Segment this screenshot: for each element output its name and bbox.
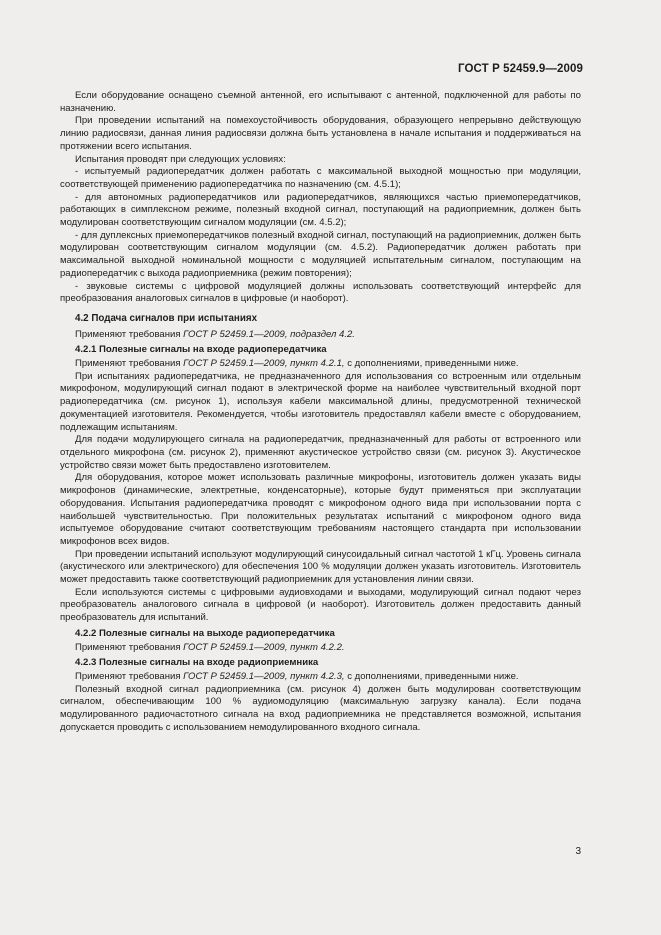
paragraph: Для подачи модулирующего сигнала на радиопередатчик, предназначенный для работы от встроенного или отдельного микрофона (см. рисунок 2), применяют акустическое устройство связи (см. рисунок 3). Акустическое устройство связи может быть предоставлено изготовителем.	[60, 434, 581, 471]
standard-reference: ГОСТ Р 52459.1—2009, пункт 4.2.1,	[183, 358, 345, 370]
paragraph	[60, 358, 581, 371]
text-run: с дополнениями, приведенными ниже.	[344, 358, 519, 370]
paragraph: Для оборудования, которое может использовать различные микрофоны, изготовитель должен указать виды микрофонов (динамические, электретные, конденсаторные), которые будут применяться при эксплуатации оборудования. Испытания радиопередатчика проводят с микрофоном одного вида при использовании порта с наибольшей чувствительностью. При положительных результатах испытаний с микрофоном одного вида испытуемое оборудование считают соответствующим требованиям настоящего стандарта при использовании микрофонов всех видов.	[60, 472, 581, 547]
document-id-header: ГОСТ Р 52459.9—2009	[458, 63, 583, 75]
section-heading-4-2-1: 4.2.1 Полезные сигналы на входе радиопередатчика	[75, 344, 327, 356]
text-run: Применяют требования	[75, 358, 184, 370]
paragraph	[60, 671, 581, 684]
standard-reference: ГОСТ Р 52459.1—2009, пункт 4.2.2.	[183, 641, 345, 653]
paragraph: Испытания проводят при следующих условиях:	[75, 153, 286, 165]
list-item: - звуковые системы с цифровой модуляцией должны использовать соответствующий интерфейс для преобразования аналоговых сигналов в цифровые (и наоборот).	[60, 280, 581, 305]
standard-reference: ГОСТ Р 52459.1—2009, подраздел 4.2.	[183, 328, 355, 340]
paragraph: При испытаниях радиопередатчика, не предназначенного для использования со встроенным или отдельным микрофоном, модулирующий сигнал подают в электрической форме на наиболее чувствительный входной порт радиопередатчика (см. рисунок 1), используя кабели максимальной длины, предусмотренной технической документацией изготовителя. Рекомендуется, чтобы изготовитель предоставлял кабели вместе с оборудованием, подлежащим испытаниям.	[60, 370, 581, 433]
section-heading-4-2-3: 4.2.3 Полезные сигналы на входе радиоприемника	[75, 657, 319, 669]
list-item: - для дуплексных приемопередатчиков полезный входной сигнал, поступающий на радиоприемник, должен быть модулирован соответствующим сигналом модуляции (см. 4.5.2). Радиопередатчик должен работать при максимальной выходной номинальной мощности с модуляцией испытательным сигналом, поступающим на радиопередатчик с выхода радиоприемника (режим повторения);	[60, 229, 581, 279]
text-run: с дополнениями, приведенными ниже.	[344, 670, 519, 682]
page-number: 3	[575, 846, 581, 857]
standard-reference: ГОСТ Р 52459.1—2009, пункт 4.2.3,	[183, 670, 345, 682]
paragraph: При проведении испытаний используют модулирующий синусоидальный сигнал частотой 1 кГц. Уровень сигнала (акустического или электрического) для обеспечения 100 % модуляции должен указать изготовитель. Изготовитель может предоставить также соответствующий радиоприемник для установления линии связи.	[60, 548, 581, 586]
paragraph	[60, 329, 581, 342]
paragraph: Если оборудование оснащено съемной антенной, его испытывают с антенной, подключенной для работы по назначению.	[60, 90, 581, 114]
list-item: - испытуемый радиопередатчик должен работать с максимальной выходной мощностью при модуляции, соответствующей применению радиопередатчика по назначению (см. 4.5.1);	[60, 166, 581, 190]
section-heading-4-2-2: 4.2.2 Полезные сигналы на выходе радиопередатчика	[75, 627, 335, 639]
list-item: - для автономных радиопередатчиков или радиопередатчиков, являющихся частью приемопередатчиков, работающих в симплексном режиме, полезный входной сигнал, поступающий на радиоприемник, должен быть модулирован соответствующим сигналом модуляции (см. 4.5.2);	[60, 191, 581, 229]
text-run: Применяют требования	[75, 641, 184, 653]
paragraph: Если используются системы с цифровыми аудиовходами и выходами, модулирующий сигнал подают через преобразователь аналогового сигнала в цифровой (и наоборот). Изготовитель должен предоставить данный преобразователь для испытаний.	[60, 586, 581, 624]
paragraph: Полезный входной сигнал радиоприемника (см. рисунок 4) должен быть модулирован соответствующим сигналом, обеспечивающим 100 % аудиомодуляцию (максимальную загрузку канала). Если подача модулированного радиочастотного сигнала на вход радиоприемника не представляется возможной, испытания допускается проводить с использованием немодулированного входного сигнала.	[60, 683, 581, 733]
text-run: Применяют требования	[75, 328, 184, 340]
text-run: Применяют требования	[75, 670, 184, 682]
paragraph: При проведении испытаний на помехоустойчивость оборудования, образующего непрерывно действующую линию радиосвязи, данная линия радиосвязи должна быть установлена в начале испытания и поддерживаться на протяжении всего испытания.	[60, 115, 581, 152]
paragraph	[60, 642, 581, 655]
document-body	[60, 90, 581, 734]
section-heading-4-2: 4.2 Подача сигналов при испытаниях	[75, 312, 258, 324]
